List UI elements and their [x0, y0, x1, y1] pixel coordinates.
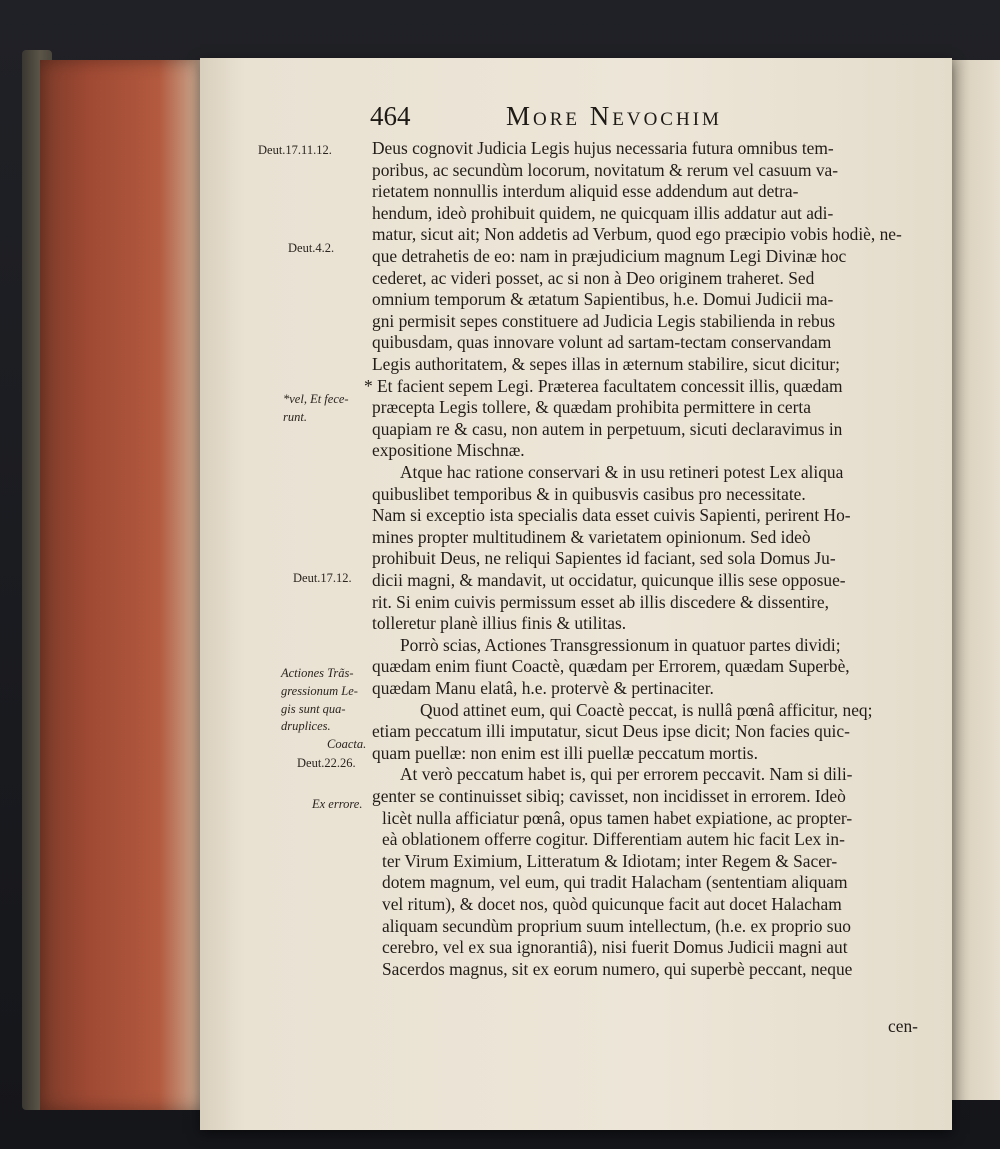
body-line: vel ritum), & docet nos, quòd quicunque facit aut docet Halacham [382, 894, 842, 914]
body-line: cerebro, vel ex sua ignorantiâ), nisi fuerit Domus Judicii magni aut [382, 937, 848, 958]
body-line: prohibuit Deus, ne reliqui Sapientes id faciant, sed sola Domus Ju- [372, 548, 836, 569]
body-line: quædam enim fiunt Coactè, quædam per Errorem, quædam Superbè, [372, 656, 850, 677]
running-title: More Nevochim [506, 101, 722, 131]
margin-note: Deut.17.11.12. [258, 143, 332, 157]
margin-note: gressionum Le- [281, 684, 358, 698]
body-line: mines propter multitudinem & varietatem opinionum. Sed ideò [372, 526, 811, 547]
body-line: dotem magnum, vel eum, qui tradit Halacham (sententiam aliquam [382, 872, 848, 893]
body-line: Deus cognovit Judicia Legis hujus necessaria futura omnibus tem- [372, 138, 834, 158]
margin-note: Ex errore. [312, 797, 363, 811]
body-line: * Et facient sepem Legi. Præterea facultatem concessit illis, quædam [364, 375, 843, 396]
body-line: gni permisit sepes constituere ad Judicia Legis stabilienda in rebus [372, 310, 836, 331]
body-line: quapiam re & casu, non autem in perpetuum, sicuti declaravimus in [372, 418, 843, 439]
body-line: præcepta Legis tollere, & quædam prohibita permittere in certa [372, 397, 811, 418]
body-line: Porrò scias, Actiones Transgressionum in quatuor partes dividi; [400, 634, 841, 655]
margin-note: druplices. [281, 719, 331, 733]
margin-note: Deut.4.2. [288, 241, 335, 255]
margin-note: Deut.17.12. [293, 571, 352, 585]
margin-note: Actiones Trãs- [281, 666, 354, 680]
body-line: etiam peccatum illi imputatur, sicut Deus ipse dicit; Non facies quic- [372, 721, 850, 742]
body-line: ter Virum Eximium, Litteratum & Idiotam; inter Regem & Sacer- [382, 850, 838, 871]
body-line: dicii magni, & mandavit, ut occidatur, quicunque illis sese opposue- [372, 570, 846, 590]
margin-note: runt. [283, 410, 307, 424]
body-line: quibuslibet temporibus & in quibusvis casibus pro necessitate. [372, 483, 806, 504]
body-line: At verò peccatum habet is, qui per errorem peccavit. Nam si dili- [400, 764, 853, 785]
body-line: rit. Si enim cuivis permissum esset ab illis discedere & dissentire, [372, 591, 829, 612]
body-line: Atque hac ratione conservari & in usu retineri potest Lex aliqua [400, 462, 844, 482]
body-line: expositione Mischnæ. [372, 440, 525, 461]
margin-note: *vel, Et fece- [283, 392, 349, 406]
body-line: Nam si exceptio ista specialis data esset cuivis Sapienti, perirent Ho- [372, 505, 851, 526]
margin-note: Deut.22.26. [297, 756, 356, 770]
body-line: que detrahetis de eo: nam in præjudicium magnum Legi Divinæ hoc [372, 246, 847, 266]
catchword: cen- [888, 1016, 918, 1036]
body-line: licèt nulla afficiatur pœnâ, opus tamen habet expiatione, ac propter- [382, 807, 853, 828]
body-line: quam puellæ: non enim est illi puellæ peccatum mortis. [372, 742, 758, 763]
body-line: Sacerdos magnus, sit ex eorum numero, qui superbè peccant, neque [382, 958, 853, 979]
body-line: quædam Manu elatâ, h.e. protervè & pertinaciter. [372, 678, 714, 698]
margin-note: Coacta. [327, 737, 367, 751]
body-line: rietatem nonnullis interdum aliquid esse addendum aut detra- [372, 181, 799, 202]
body-line: eà oblationem offerre cogitur. Differentiam autem hic facit Lex in- [382, 829, 845, 850]
red-page-edges [40, 60, 210, 1110]
facing-page-edge [950, 60, 1000, 1100]
body-line: aliquam secundùm proprium suum intellectum, (h.e. ex proprio suo [382, 915, 851, 936]
body-line: genter se continuisset sibiq; cavisset, non incidisset in errorem. Ideò [372, 786, 846, 806]
body-line: hendum, ideò prohibuit quidem, ne quicquam illis addatur aut adi- [372, 202, 834, 223]
body-line: Legis authoritatem, & sepes illas in æternum stabilire, sicut dicitur; [372, 354, 841, 374]
body-line: Quod attinet eum, qui Coactè peccat, is nullâ pœnâ afficitur, neq; [420, 699, 873, 720]
page-number: 464 [370, 101, 411, 131]
body-line: poribus, ac secundùm locorum, novitatum & rerum vel casuum va- [372, 159, 839, 180]
body-line: matur, sicut ait; Non addetis ad Verbum, quod ego præcipio vobis hodiè, ne- [372, 224, 902, 245]
body-line: tolleretur planè illius finis & utilitas. [372, 613, 627, 634]
margin-note: gis sunt qua- [281, 702, 346, 716]
body-line: cederet, ac videri posset, ac si non à Deo originem traheret. Sed [372, 267, 815, 288]
body-line: omnium temporum & ætatum Sapientibus, h.e. Domui Judicii ma- [372, 289, 834, 310]
body-line: quibusdam, quas innovare volunt ad sartam-tectam conservandam [372, 332, 832, 353]
